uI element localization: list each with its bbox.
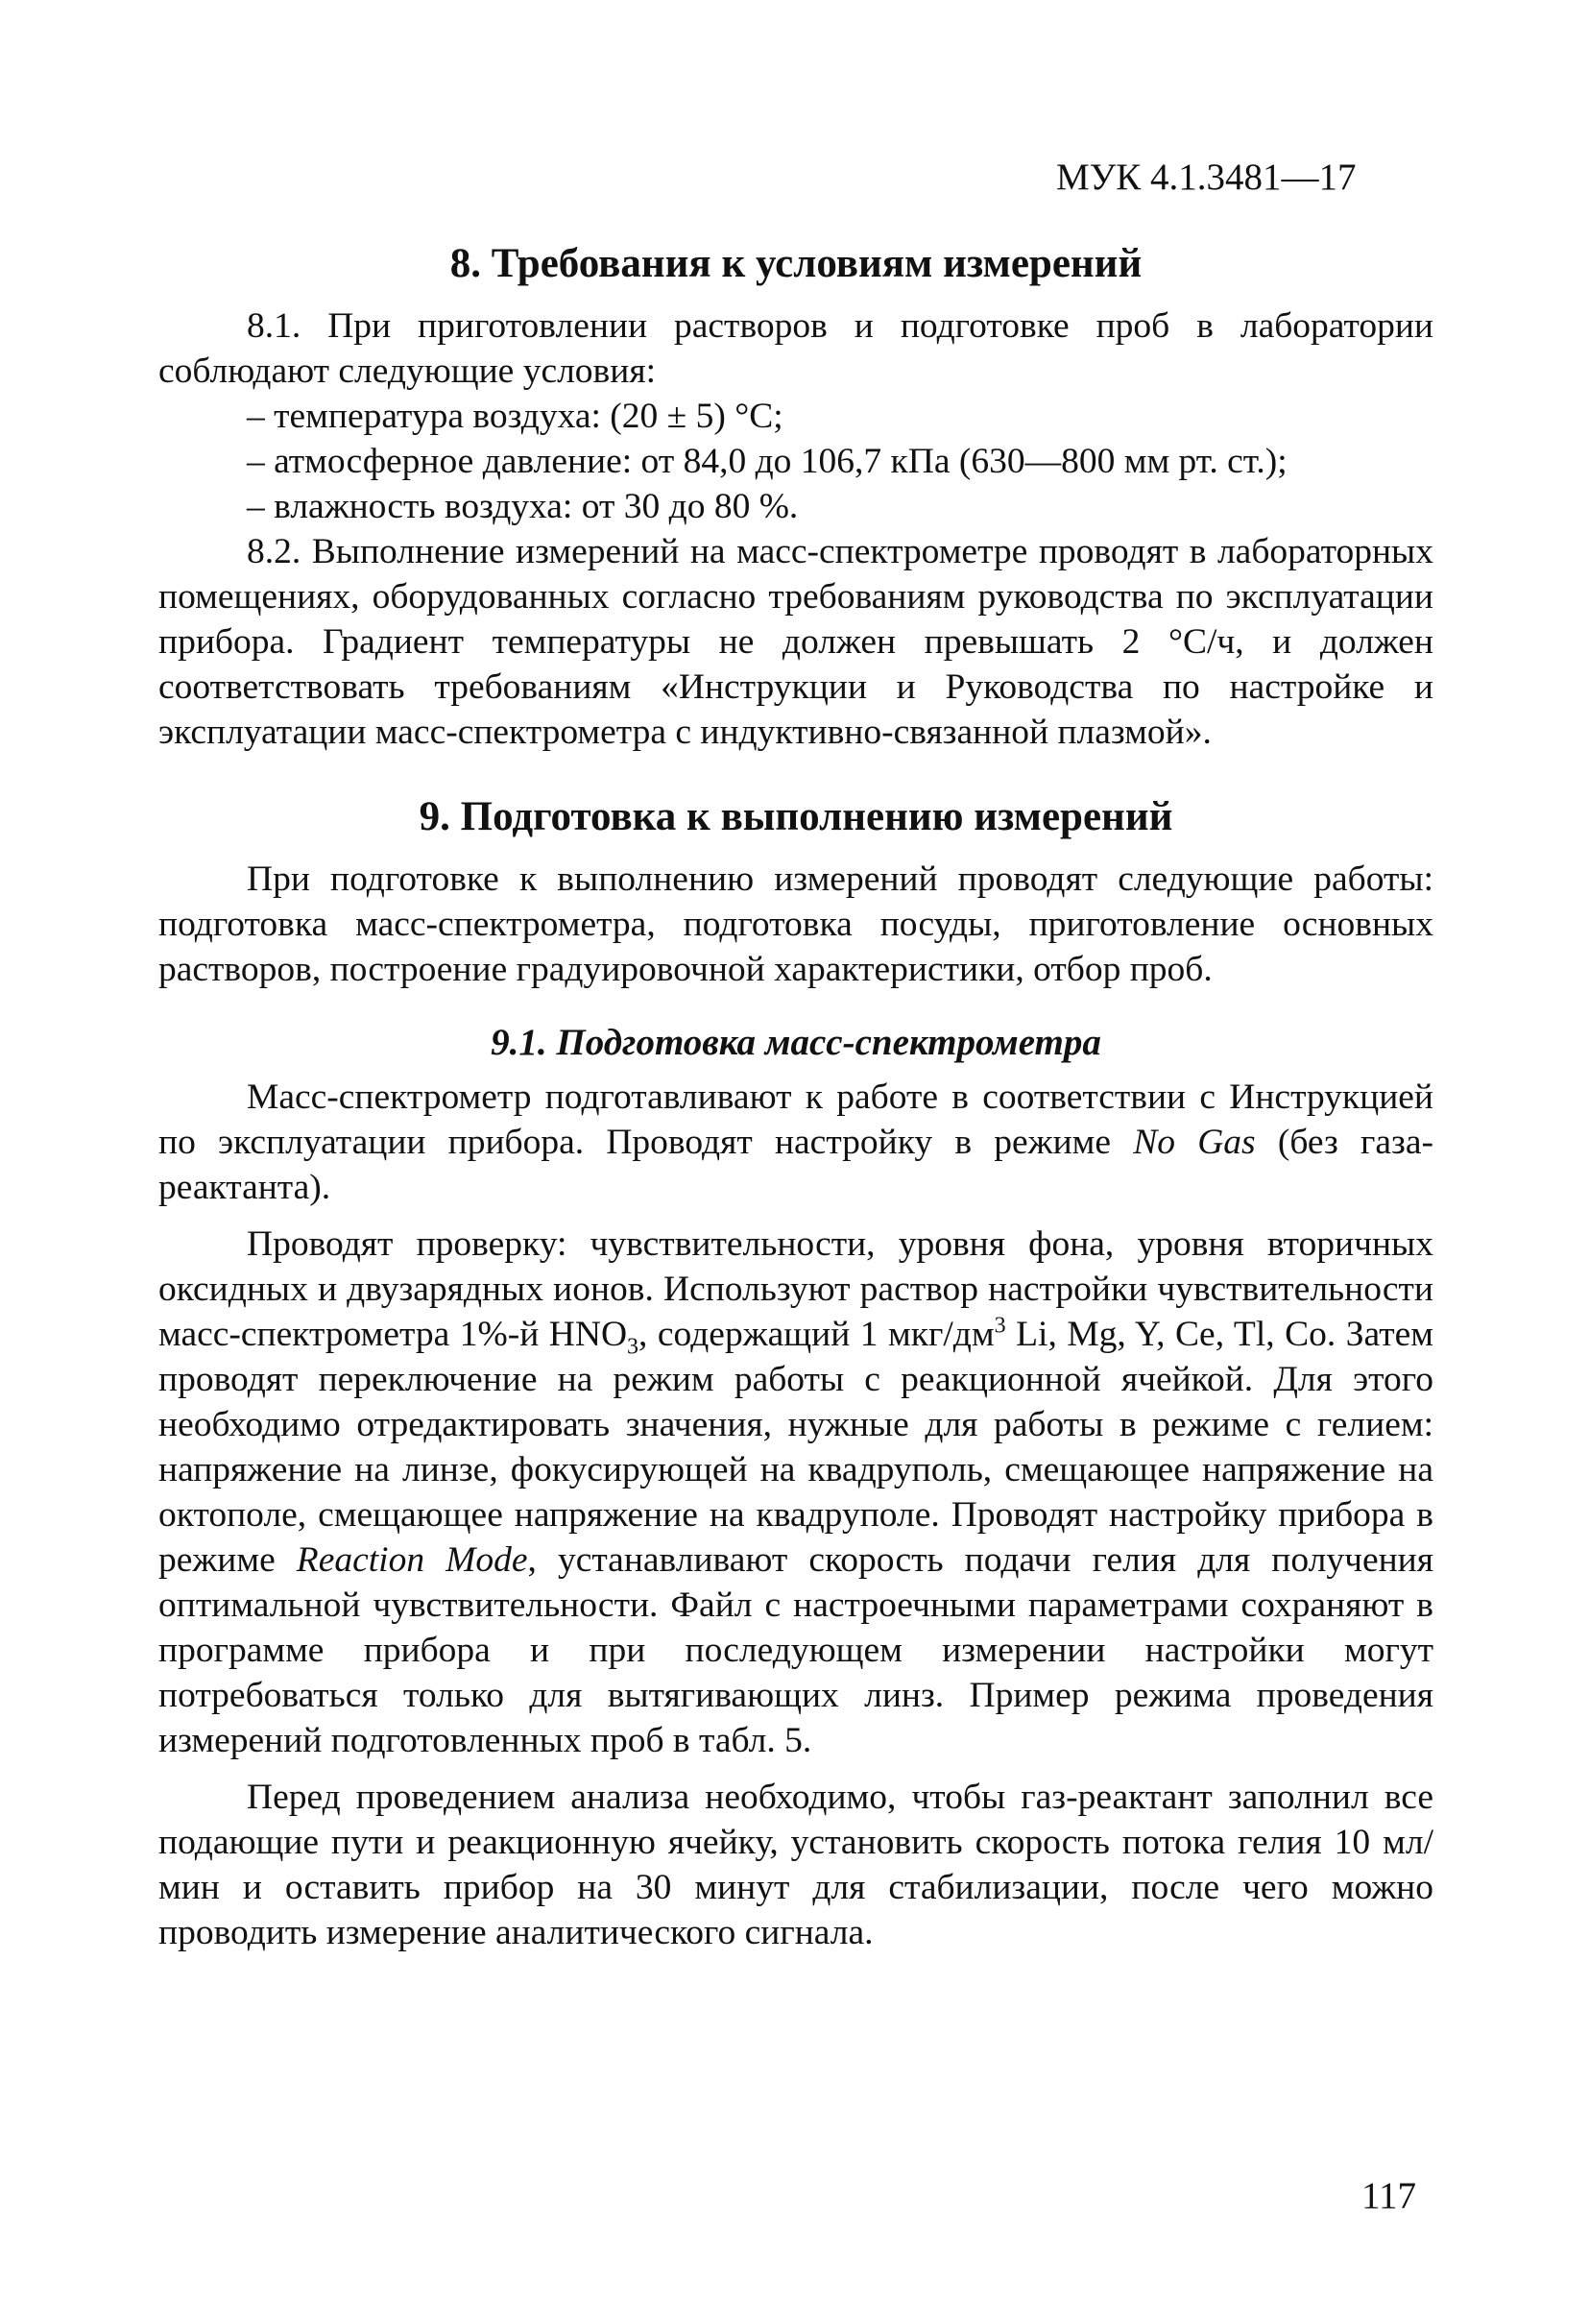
page-content [158,238,1433,1955]
paragraph-9-1-c: Перед проведением анализа необходимо, чтобы газ-реактант заполнил все подающие пути и реакционную ячейку, установить скорость потока гелия 10 мл/мин и оставить прибор на 30 минут для стабилизации, после чего можно проводить измерение аналитического сигнала. [158,1778,1433,1952]
section-8-heading: 8. Требования к условиям измерений [449,241,1143,286]
text-run: , устанавливают скорость подачи гелия для получения оптимальной чувствительности. Файл с настроечными параметрами сохраняют в программе прибора и при последующем измерении настройки могут потребоваться только для вытягивающих линз. Пример режима проведения измерений подготовленных проб в табл. 5. [158,1540,1433,1760]
paragraph-8-2: 8.2. Выполнение измерений на масс-спектрометре проводят в лабораторных помещениях, оборудованных согласно требованиям руководства по эксплуатации прибора. Градиент температуры не должен превышать 2 °С/ч, и должен соответствовать требованиям «Инструкции и Руководства по настройке и эксплуатации масс-спектрометра с индуктивно-связанной плазмой». [158,532,1433,752]
text-run: , содержащий 1 мкг/дм [638,1315,995,1354]
subscript: 3 [627,1334,639,1360]
running-header: МУК 4.1.3481—17 [1056,157,1357,198]
paragraph-9-intro: При подготовке к выполнению измерений проводят следующие работы: подготовка масс-спектрометра, подготовка посуды, приготовление основных растворов, построение градуировочной характеристики, отбор проб. [158,859,1433,989]
section-9-heading: 9. Подготовка к выполнению измерений [419,794,1173,839]
paragraph-8-1: 8.1. При приготовлении растворов и подготовке проб в лаборатории соблюдают следующие условия: [158,306,1433,391]
page-number: 117 [1361,2175,1417,2216]
subsection-9-1-heading: 9.1. Подготовка масс-спектрометра [491,1022,1101,1063]
text-run: Масс-спектрометр подготавливают к работе в соответствии с Инструкцией по эксплуатации прибора. Проводят настройку в режиме [158,1077,1433,1162]
condition-humidity: – влажность воздуха: от 30 до 80 %. [247,487,799,526]
mode-reaction: Reaction Mode [296,1540,528,1580]
text-run: (без газа-реактанта). [158,1123,1433,1207]
text-run: Li, Mg, Y, Ce, Tl, Co. Затем проводят переключение на режим работы с реакционной ячейкой. Для этого необходимо отредактировать значения, нужные для работы в режиме с гелием: напряжение на линзе, фокусирующей на квадруполь, смещающее напряжение на октополе, смещающее напряжение на квадруполе. Проводят настройку прибора в режиме [158,1315,1433,1580]
paragraph-9-1-b [158,1222,1433,1763]
paragraph-9-1-a [158,1075,1433,1210]
condition-pressure: – атмосферное давление: от 84,0 до 106,7 кПа (630—800 мм рт. ст.); [247,442,1288,481]
superscript: 3 [994,1313,1006,1339]
mode-no-gas: No Gas [1133,1123,1256,1162]
text-run: Проводят проверку: чувствительности, уровня фона, уровня вторичных оксидных и двузарядных ионов. Используют раствор настройки чувствительности масс-спектрометра 1%-й HNO [158,1224,1433,1354]
condition-temperature: – температура воздуха: (20 ± 5) °С; [247,397,783,436]
